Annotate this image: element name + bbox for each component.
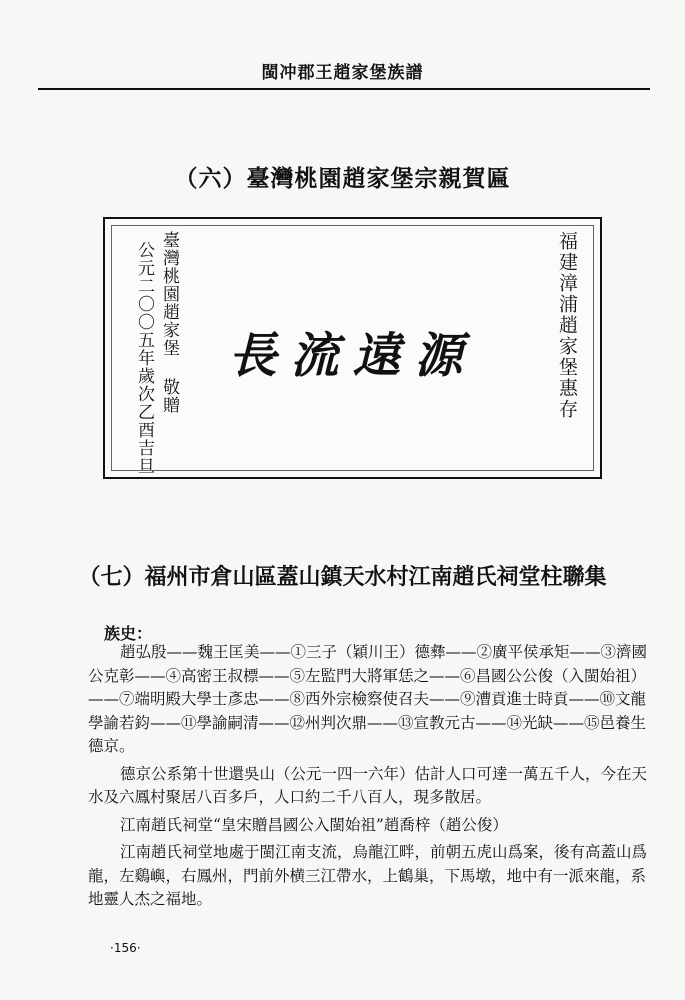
paragraph-ancestor: 江南趙氏祠堂“皇宋贈昌國公入閩始祖”趙喬梓（趙公俊） (120, 815, 508, 834)
running-head: 閩冲郡王趙家堡族譜 (261, 63, 424, 83)
plaque-image (103, 217, 602, 479)
plaque-main-inscription: 長流遠源 (228, 328, 477, 384)
body-text (88, 641, 648, 912)
plaque-right-column: 福建漳浦趙家堡惠存 (556, 231, 578, 420)
section-label: 族史： (104, 624, 153, 643)
section-7-title: （七）福州市倉山區蓋山鎮天水村江南趙氏祠堂柱聯集 (78, 564, 607, 590)
header-rule (38, 88, 650, 90)
plaque-left-column-donor: 臺灣桃園趙家堡 敬贈 (159, 231, 179, 414)
paragraph-lineage: 趙弘殷——魏王匡美——①三子（穎川王）德彝——②廣平侯承矩——③濟國公克彰——④高密王叔標——⑤左監門大將軍恁之——⑥昌國公公俊（入閩始祖）——⑦端明殿大學士彥忠——⑧西外宗檢察使召夫——⑨漕貢進士時貢——⑩文龍學諭若鈞——⑪學諭嗣清——⑫州判次鼎——⑬宣教元古——⑭光缺——⑮邑養生德京。 (88, 643, 648, 755)
page-number: ·156· (110, 941, 141, 955)
paragraph-population: 德京公系第十世還吳山（公元一四一六年）估計人口可達一萬五千人，今在天水及六鳳村聚居八百多戶，人口約二千八百人，現多散居。 (88, 764, 648, 806)
plaque-left-column-date: 公元二〇〇五年歲次乙酉吉旦 (134, 241, 154, 475)
paragraph-location: 江南趙氏祠堂地處于閩江南支流，烏龍江畔，前朝五虎山爲案，後有高蓋山爲龍，左鷄嶼，右鳳州，門前外横三江帶水，上鶴巢，下馬墩，地中有一派來龍，系地靈人杰之福地。 (88, 843, 648, 908)
section-6-title: （六）臺灣桃園趙家堡宗親賀匾 (174, 165, 511, 192)
